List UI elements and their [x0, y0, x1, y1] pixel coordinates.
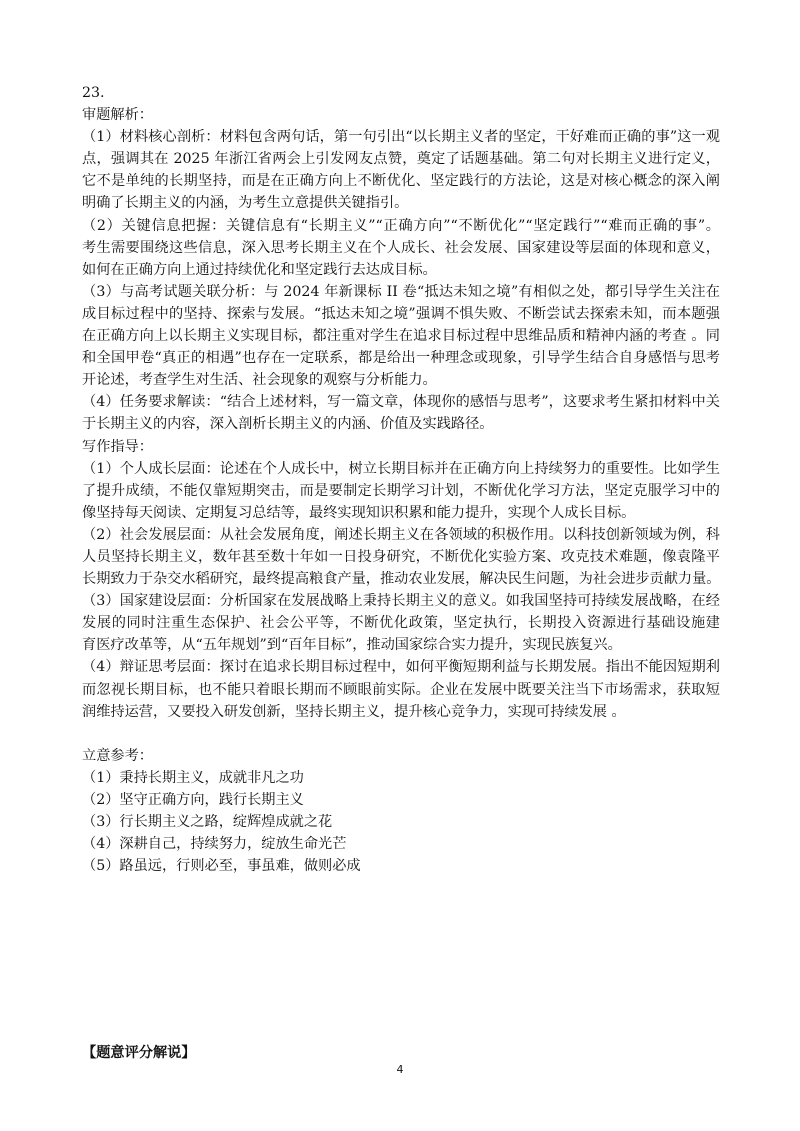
guidance-paragraph [82, 590, 720, 656]
idea-item: （1）秉持长期主义，成就非凡之功 [82, 769, 304, 786]
text-line: （4）任务要求解读：“结合上述材料，写一篇文章，体现你的感悟与思考”，这要求考生紧扣材料中关 [82, 394, 720, 411]
document-body [82, 82, 720, 877]
guidance-paragraph [82, 524, 720, 590]
text-line: 和全国甲卷“真正的相遇”也存在一定联系，都是给出一种理念或现象，引导学生结合自身感悟与思考 [82, 350, 720, 367]
analysis-paragraph [82, 391, 720, 435]
page-number: 4 [396, 1063, 404, 1076]
analysis-heading: 审题解析： [82, 107, 153, 124]
guidance-section [82, 458, 720, 723]
idea-item: （5）路虽远，行则必至，事虽难，做则必成 [82, 858, 361, 875]
analysis-section [82, 126, 720, 435]
idea-item: （4）深耕自己，持续努力，绽放生命光芒 [82, 836, 347, 853]
question-number: 23. [82, 85, 105, 101]
text-line: 人员坚持长期主义，数年甚至数十年如一日投身研究，不断优化实验方案、攻克技术难题，像袁隆平 [82, 548, 720, 565]
guidance-paragraph [82, 458, 720, 524]
text-line: 于长期主义的内容，深入剖析长期主义的内涵、价值及实践路径。 [82, 416, 494, 433]
text-line: 它不是单纯的长期坚持，而是在正确方向上不断优化、坚定践行的方法论，这是对核心概念的深入阐 [82, 173, 720, 190]
text-line: 明确了长期主义的内涵，为考生立意提供关键指引。 [82, 195, 409, 212]
text-line: 育医疗改革等，从“五年规划”到“百年目标”，推动国家综合实力提升，实现民族复兴。 [82, 637, 622, 654]
text-line: （3）与高考试题关联分析：与 2024 年新课标 II 卷“抵达未知之境”有相似之处，都引导学生关注在 [82, 283, 720, 300]
text-line: 点，强调其在 2025 年浙江省两会上引发网友点赞，奠定了话题基础。第二句对长期主义进行定义， [82, 151, 720, 168]
text-line: （2）社会发展层面：从社会发展角度，阐述长期主义在各领域的积极作用。以科技创新领域为例，科 [82, 526, 720, 543]
text-line: 考生需要围绕这些信息，深入思考长期主义在个人成长、社会发展、国家建设等层面的体现和意义， [82, 239, 720, 256]
analysis-paragraph [82, 215, 720, 281]
text-line: 开论述，考查学生对生活、社会现象的观察与分析能力。 [82, 372, 437, 389]
text-line: 润维持运营，又要投入研发创新，坚持长期主义，提升核心竞争力，实现可持续发展 。 [82, 703, 626, 720]
analysis-paragraph [82, 281, 720, 391]
guidance-paragraph [82, 656, 720, 722]
text-line: 成目标过程中的坚持、探索与发展。“抵达未知之境”强调不惧失败、不断尝试去探索未知，而本题强 [82, 305, 720, 322]
ideas-list [82, 767, 720, 877]
analysis-paragraph [82, 126, 720, 214]
text-line: 发展的同时注重生态保护、社会公平等，不断优化政策，坚定执行，长期投入资源进行基础设施建 [82, 615, 720, 632]
ideas-heading: 立意参考： [82, 747, 153, 764]
text-line: 了提升成绩，不能仅靠短期突击，而是要制定长期学习计划，不断优化学习方法，坚定克服学习中的 [82, 482, 720, 499]
text-line: （4）辩证思考层面：探讨在追求长期目标过程中，如何平衡短期利益与长期发展。指出不能因短期利 [82, 659, 720, 676]
text-line: 像坚持每天阅读、定期复习总结等，最终实现知识积累和能力提升，实现个人成长目标。 [82, 504, 636, 521]
text-line: 长期致力于杂交水稻研究，最终提高粮食产量，推动农业发展，解决民生问题，为社会进步贡献力量。 [82, 571, 721, 588]
text-line: （1）个人成长层面：论述在个人成长中，树立长期目标并在正确方向上持续努力的重要性。比如学生 [82, 460, 720, 477]
spacer [82, 723, 720, 745]
idea-item: （2）坚守正确方向，践行长期主义 [82, 792, 304, 808]
text-line: 如何在正确方向上通过持续优化和坚定践行去达成目标。 [82, 261, 437, 278]
guidance-heading: 写作指导： [82, 438, 153, 455]
text-line: （1）材料核心剖析：材料包含两句话，第一句引出“以长期主义者的坚定，干好难而正确的事”这一观 [82, 129, 720, 146]
text-line: （2）关键信息把握：关键信息有“长期主义”“正确方向”“不断优化”“坚定践行”“难而正确的事”。 [82, 217, 720, 234]
text-line: （3）国家建设层面：分析国家在发展战略上秉持长期主义的意义。如我国坚持可持续发展战略，在经 [82, 593, 720, 610]
idea-item: （3）行长期主义之路，绽辉煌成就之花 [82, 814, 333, 831]
text-line: 在正确方向上以长期主义实现目标，都注重对学生在追求目标过程中思维品质和精神内涵的考查 。同 [82, 328, 720, 345]
scoring-explanation-heading: 【题意评分解说】 [82, 1045, 196, 1061]
text-line: 而忽视长期目标，也不能只着眼长期而不顾眼前实际。企业在发展中既要关注当下市场需求，获取短 [82, 681, 720, 698]
